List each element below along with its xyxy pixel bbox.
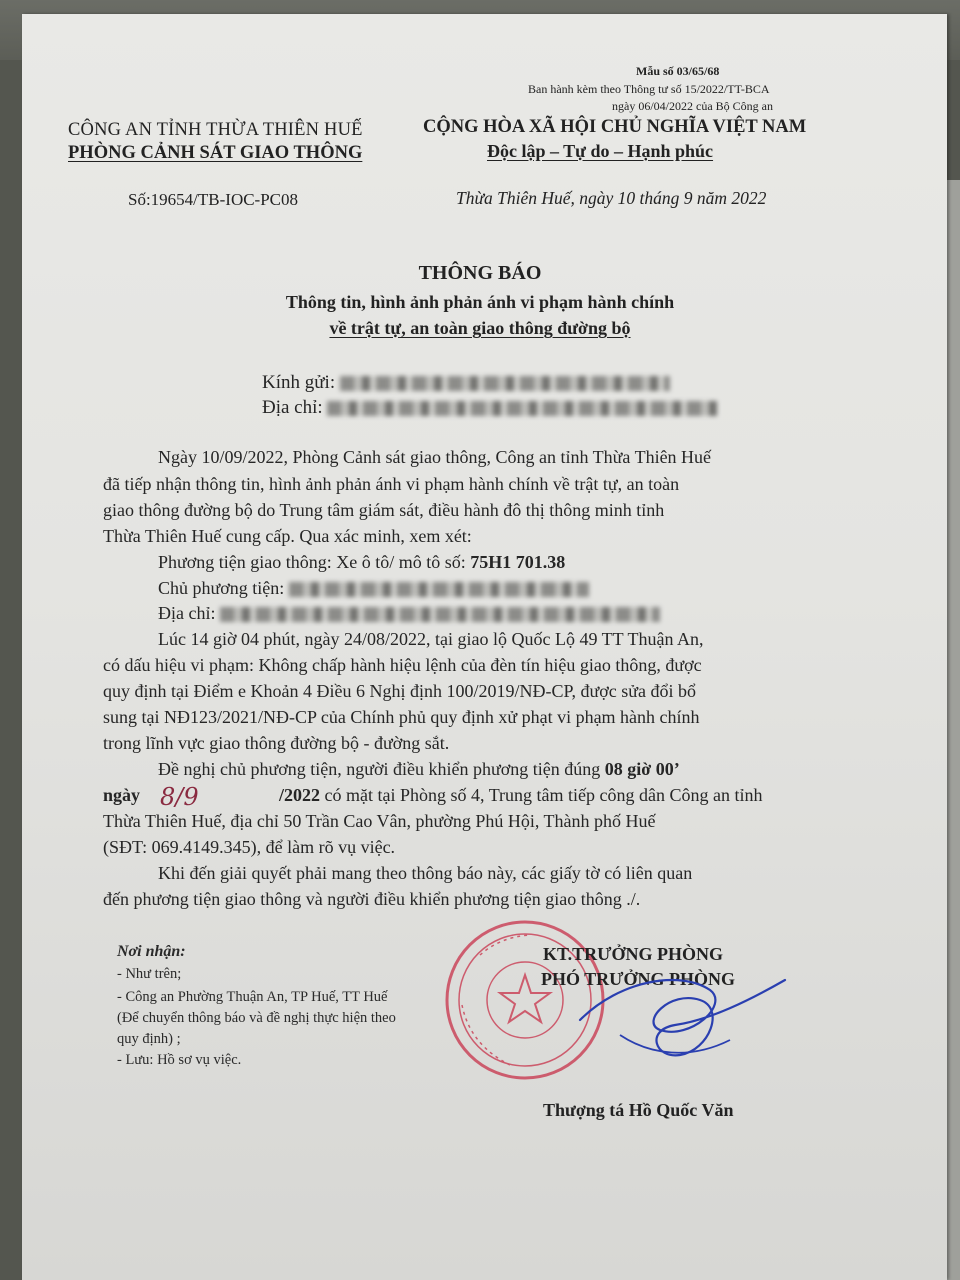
paragraph-4-line-1: Khi đến giải quyết phải mang theo thông báo này, các giấy tờ có liên quan bbox=[158, 863, 693, 883]
svg-text:8/9: 8/9 bbox=[160, 783, 199, 811]
document-number: Số:19654/TB-IOC-PC08 bbox=[128, 190, 299, 209]
page-edge bbox=[946, 180, 960, 1280]
form-issued-with: Ban hành kèm theo Thông tư số 15/2022/TT-BCA bbox=[528, 82, 770, 96]
owner-line bbox=[158, 578, 589, 599]
form-issued-date: ngày 06/04/2022 của Bộ Công an bbox=[612, 99, 773, 113]
redacted-owner bbox=[289, 582, 589, 597]
document-title: THÔNG BÁO bbox=[418, 262, 542, 284]
signer-name: Thượng tá Hồ Quốc Văn bbox=[543, 1100, 734, 1120]
nation-motto: Độc lập – Tự do – Hạnh phúc bbox=[487, 141, 714, 161]
paragraph-2-line-1: Lúc 14 giờ 04 phút, ngày 24/08/2022, tại giao lộ Quốc Lộ 49 TT Thuận An, bbox=[158, 629, 704, 649]
signature-title-1: KT.TRƯỞNG PHÒNG bbox=[543, 944, 723, 964]
paragraph-1-line-1: Ngày 10/09/2022, Phòng Cảnh sát giao thông, Công an tỉnh Thừa Thiên Huế bbox=[158, 447, 712, 467]
paragraph-1-line-3: giao thông đường bộ do Trung tâm giám sát, điều hành đô thị thông minh tỉnh bbox=[103, 500, 665, 520]
redacted-owner-address bbox=[220, 607, 660, 622]
recipient-item: - Lưu: Hồ sơ vụ việc. bbox=[117, 1052, 242, 1068]
redacted-name bbox=[340, 376, 670, 391]
redacted-address bbox=[327, 401, 717, 416]
appointment-year: /2022 bbox=[279, 785, 321, 805]
paragraph-1-line-2: đã tiếp nhận thông tin, hình ảnh phản ánh vi phạm hành chính về trật tự, an toàn bbox=[103, 474, 680, 494]
owner-address-label: Địa chỉ: bbox=[158, 603, 216, 623]
paragraph-3-text: Đề nghị chủ phương tiện, người điều khiển phương tiện đúng bbox=[158, 759, 601, 779]
paragraph-3-line-3: Thừa Thiên Huế, địa chỉ 50 Trần Cao Vân, phường Phú Hội, Thành phố Huế bbox=[103, 811, 656, 831]
handwritten-date bbox=[156, 783, 236, 813]
vehicle-line bbox=[158, 552, 565, 573]
recipient-item: - Công an Phường Thuận An, TP Huế, TT Huế bbox=[117, 989, 388, 1005]
addressee-to bbox=[262, 372, 670, 394]
addressee-address bbox=[262, 397, 717, 419]
paragraph-2-line-5: trong lĩnh vực giao thông đường bộ - đường sắt. bbox=[103, 733, 450, 753]
form-number: Mẫu số 03/65/68 bbox=[636, 64, 720, 78]
vehicle-label: Phương tiện giao thông: Xe ô tô/ mô tô số: bbox=[158, 552, 466, 572]
appointment-day-label: ngày bbox=[103, 785, 141, 805]
owner-label: Chủ phương tiện: bbox=[158, 578, 285, 598]
owner-address-line bbox=[158, 603, 660, 624]
vehicle-plate: 75H1 701.38 bbox=[470, 552, 566, 572]
paragraph-3-line-4: (SĐT: 069.4149.345), để làm rõ vụ việc. bbox=[103, 837, 396, 857]
paragraph-2-line-3: quy định tại Điểm e Khoản 4 Điều 6 Nghị định 100/2019/NĐ-CP, được sửa đổi bổ bbox=[103, 681, 696, 701]
recipient-item: (Để chuyển thông báo và đề nghị thực hiện theo bbox=[117, 1010, 396, 1026]
recipients-title: Nơi nhận: bbox=[117, 943, 186, 960]
paragraph-1-line-4: Thừa Thiên Huế cung cấp. Qua xác minh, xem xét: bbox=[103, 526, 472, 546]
addressee-to-label: Kính gửi: bbox=[262, 372, 336, 393]
paragraph-3-line-2-text: có mặt tại Phòng số 4, Trung tâm tiếp công dân Công an tỉnh bbox=[324, 785, 763, 805]
place-and-date: Thừa Thiên Huế, ngày 10 tháng 9 năm 2022 bbox=[456, 188, 767, 208]
handwritten-signature bbox=[560, 960, 800, 1080]
recipient-item: quy định) ; bbox=[117, 1031, 181, 1047]
recipient-item: - Như trên; bbox=[117, 966, 182, 982]
addressee-address-label: Địa chỉ: bbox=[262, 397, 323, 418]
signature-title-2: PHÓ TRƯỞNG PHÒNG bbox=[541, 969, 736, 989]
document-subtitle-1: Thông tin, hình ảnh phản ánh vi phạm hành chính bbox=[285, 292, 675, 312]
paragraph-4-line-2: đến phương tiện giao thông và người điều khiển phương tiện giao thông ./. bbox=[103, 889, 641, 909]
document-subtitle-2: về trật tự, an toàn giao thông đường bộ bbox=[329, 318, 631, 338]
paragraph-3-line-1 bbox=[158, 759, 680, 780]
agency-name: PHÒNG CẢNH SÁT GIAO THÔNG bbox=[68, 143, 363, 163]
paragraph-2-line-2: có dấu hiệu vi phạm: Không chấp hành hiệu lệnh của đèn tín hiệu giao thông, được bbox=[103, 655, 702, 675]
paragraph-2-line-4: sung tại NĐ123/2021/NĐ-CP của Chính phủ quy định xử phạt vi phạm hành chính bbox=[103, 707, 700, 727]
nation-name: CỘNG HÒA XÃ HỘI CHỦ NGHĨA VIỆT NAM bbox=[423, 117, 807, 137]
appointment-time: 08 giờ 00’ bbox=[604, 759, 680, 779]
agency-parent: CÔNG AN TỈNH THỪA THIÊN HUẾ bbox=[68, 120, 363, 140]
